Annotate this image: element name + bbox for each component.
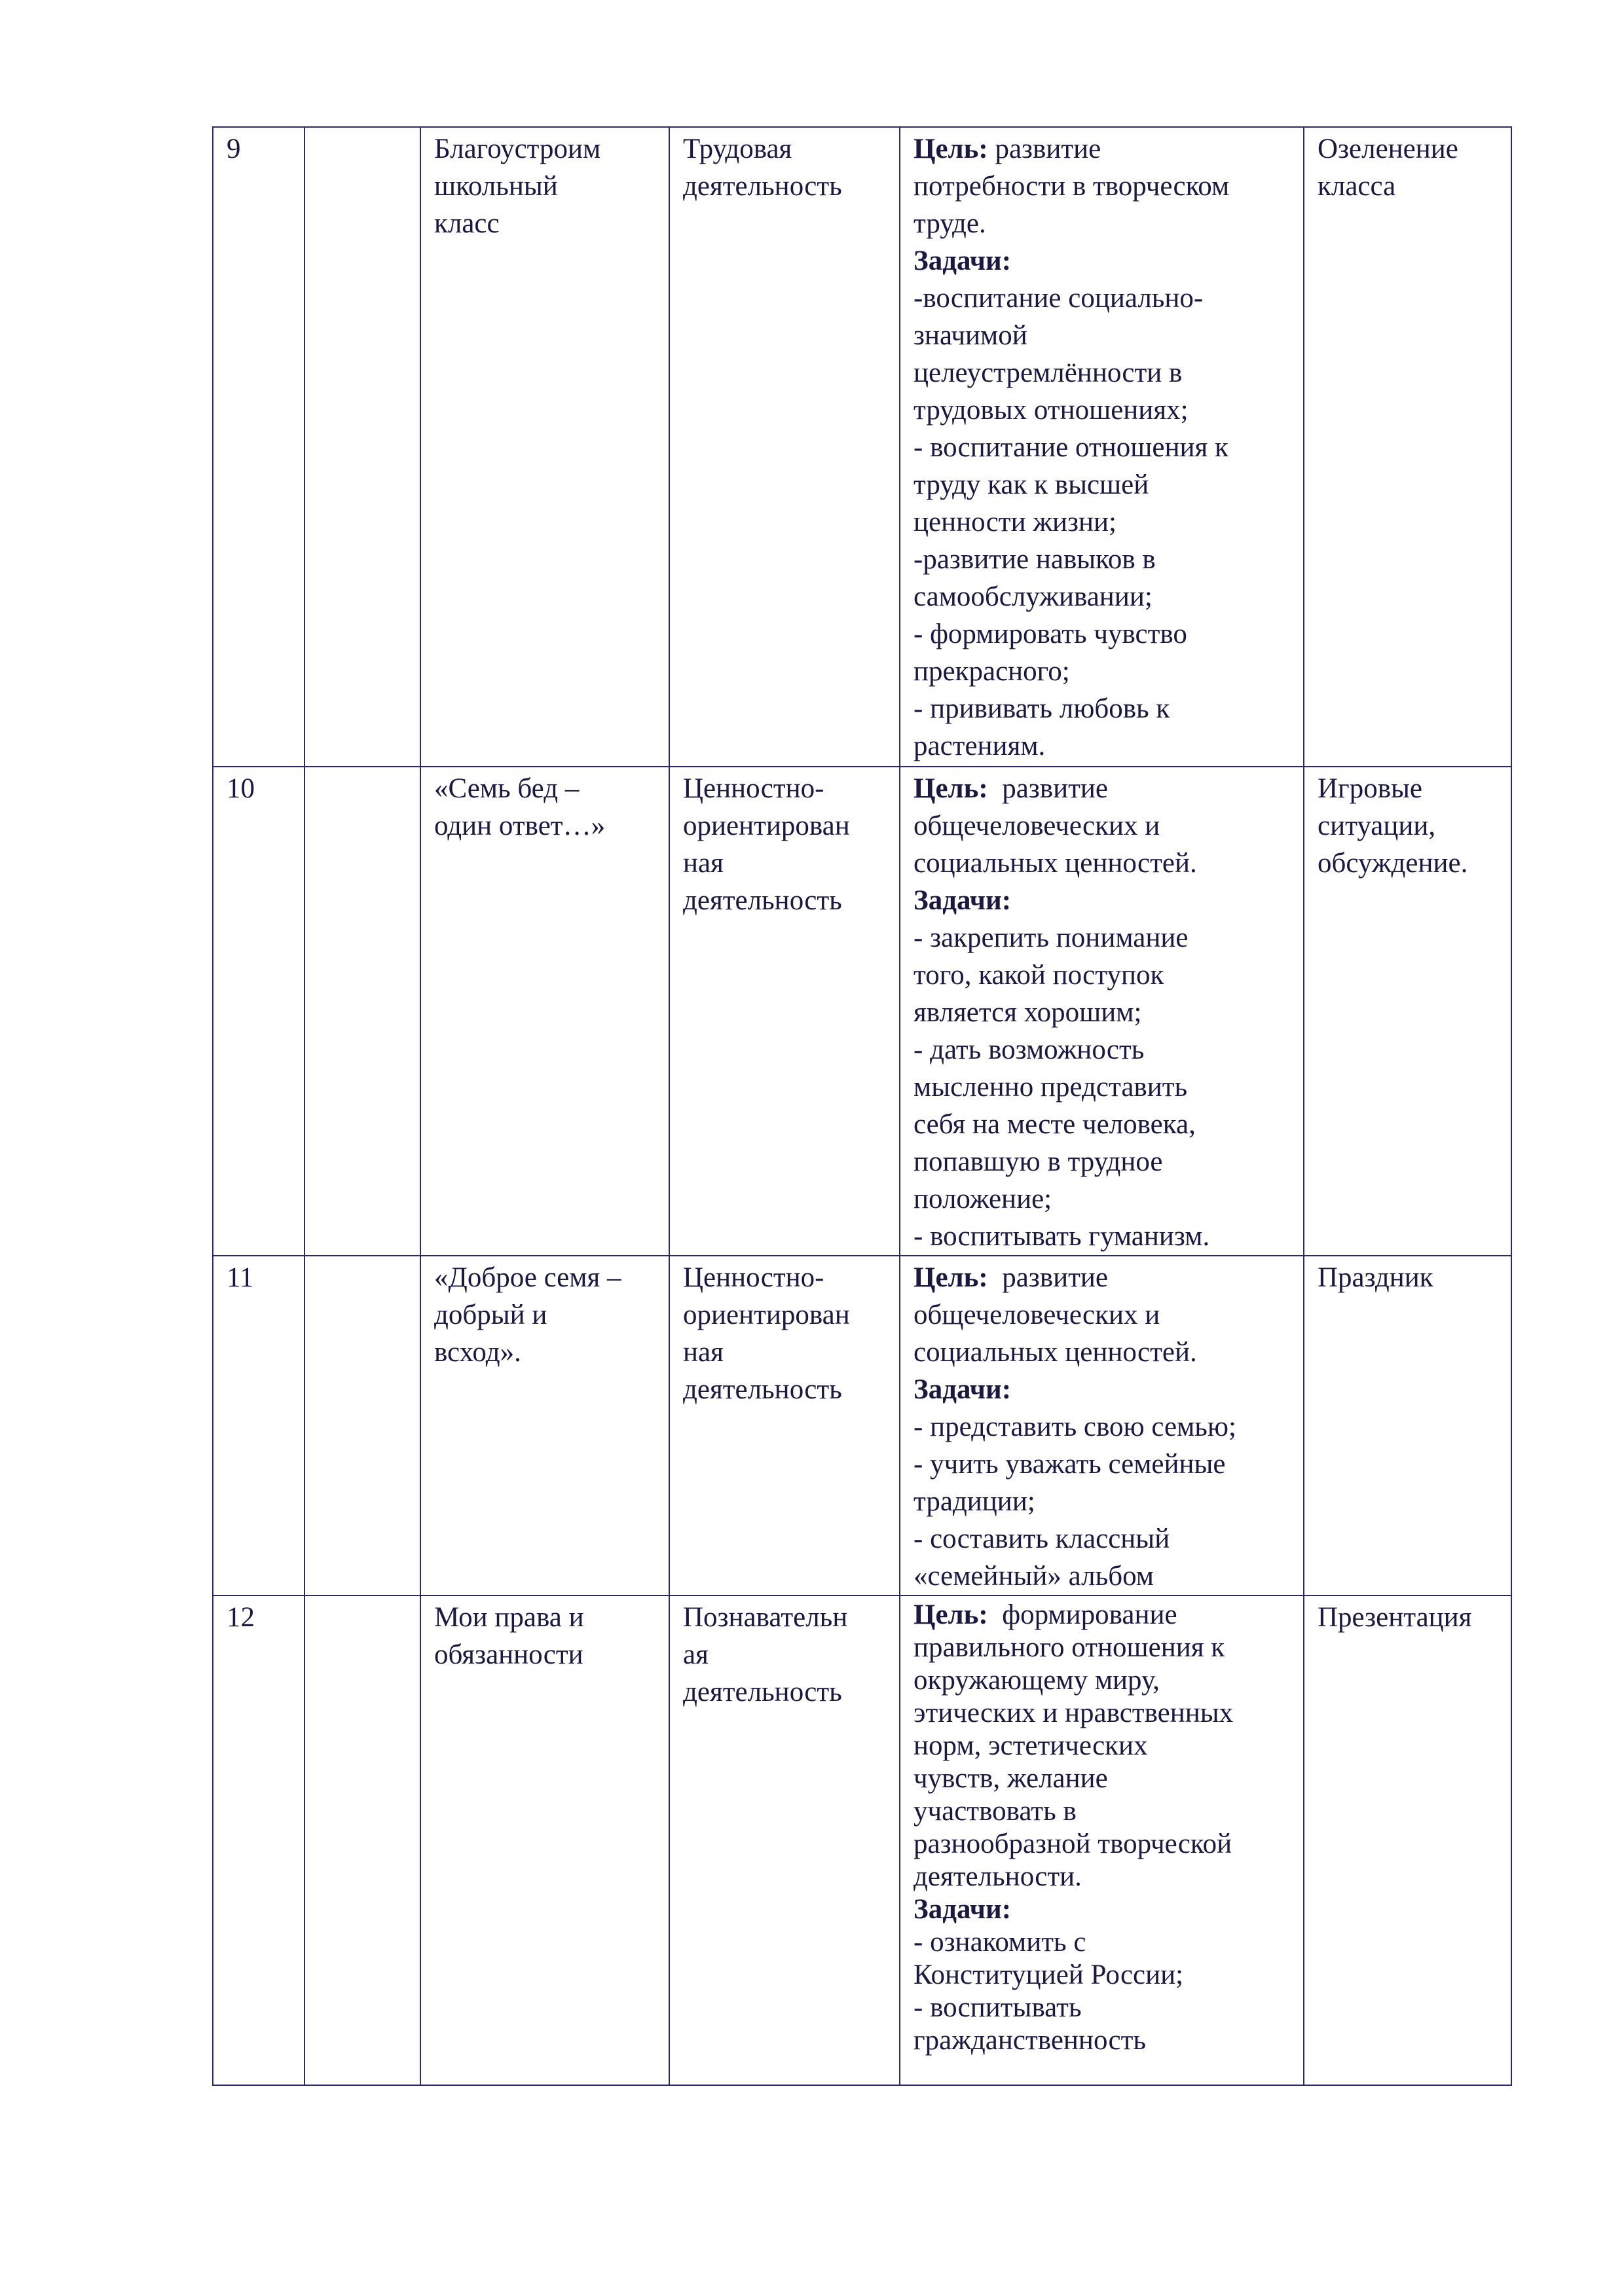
form-cell [1304, 1595, 1511, 2085]
task-line: «семейный» альбом [913, 1561, 1154, 1592]
task-line: - воспитание отношения к [913, 432, 1228, 463]
task-line: целеустремлённости в [913, 357, 1183, 388]
row-number: 10 [227, 773, 255, 804]
goals-tasks-cell [900, 767, 1304, 1256]
task-line: растениям. [913, 731, 1046, 761]
task-line: Конституцией России; [913, 1959, 1184, 1990]
form-line: Игровые [1318, 773, 1422, 804]
date-cell [304, 1256, 420, 1595]
activity-type-cell [669, 127, 900, 767]
goal-line: социальных ценностей. [913, 848, 1197, 879]
activity-line: ая [683, 1639, 709, 1670]
topic-cell [420, 1595, 669, 2085]
activity-line: деятельность [683, 1374, 842, 1405]
goal-label: Цель: [913, 134, 988, 164]
goal-text: развитие [1002, 1262, 1108, 1293]
activity-line: ориентирован [683, 1300, 850, 1330]
task-line: - воспитывать [913, 1992, 1082, 2023]
form-cell [1304, 127, 1511, 767]
goal-line: разнообразной творческой [913, 1829, 1232, 1859]
goal-line: потребности в творческом [913, 171, 1230, 202]
activity-line: Ценностно- [683, 773, 824, 804]
task-line: гражданственность [913, 2025, 1147, 2056]
form-line: обсуждение. [1318, 848, 1468, 879]
goal-line: общечеловеческих и [913, 811, 1160, 841]
topic-line: добрый и [434, 1300, 547, 1330]
goal-line [913, 130, 1297, 168]
task-line: себя на месте человека, [913, 1109, 1196, 1140]
task-line: - закрепить понимание [913, 922, 1189, 953]
activity-line: деятельность [683, 171, 842, 202]
row-number-cell [213, 767, 304, 1256]
goal-text: развитие [1002, 773, 1108, 804]
goal-line [913, 1599, 1297, 1631]
topic-line: Мои права и [434, 1602, 584, 1633]
task-line: традиции; [913, 1486, 1035, 1517]
topic-line: класс [434, 208, 500, 239]
task-line: самообслуживании; [913, 581, 1153, 612]
goal-line: социальных ценностей. [913, 1337, 1197, 1368]
topic-line: школьный [434, 171, 558, 202]
task-line: -воспитание социально- [913, 283, 1204, 314]
activity-line: деятельность [683, 885, 842, 916]
task-line: - представить свою семью; [913, 1412, 1236, 1442]
form-line: класса [1318, 171, 1396, 202]
tasks-label: Задачи: [913, 1374, 1012, 1405]
table-row [213, 1595, 1511, 2085]
goal-line: этических и нравственных [913, 1698, 1234, 1728]
activity-type-cell [669, 1595, 900, 2085]
goal-line: правильного отношения к [913, 1632, 1225, 1663]
goals-tasks-cell [900, 127, 1304, 767]
task-line: ценности жизни; [913, 507, 1117, 538]
task-line: - ознакомить с [913, 1927, 1086, 1958]
task-line: того, какой поступок [913, 960, 1164, 991]
activity-line: Ценностно- [683, 1262, 824, 1293]
goal-label: Цель: [913, 773, 988, 804]
form-cell [1304, 767, 1511, 1256]
activity-line: ная [683, 1337, 724, 1368]
topic-cell [420, 1256, 669, 1595]
task-line: положение; [913, 1184, 1052, 1214]
task-line: трудовых отношениях; [913, 395, 1189, 426]
form-cell [1304, 1256, 1511, 1595]
activity-line: деятельность [683, 1677, 842, 1707]
task-line: - формировать чувство [913, 619, 1187, 649]
topic-line: всход». [434, 1337, 521, 1368]
activity-type-cell [669, 1256, 900, 1595]
goal-line: труде. [913, 208, 986, 239]
task-line: труду как к высшей [913, 469, 1149, 500]
task-line: попавшую в трудное [913, 1146, 1163, 1177]
topic-cell [420, 767, 669, 1256]
activity-line: Трудовая [683, 134, 792, 164]
goal-line: общечеловеческих и [913, 1300, 1160, 1330]
activity-line: ориентирован [683, 811, 850, 841]
row-number-cell [213, 127, 304, 767]
goals-tasks-cell [900, 1595, 1304, 2085]
row-number: 9 [227, 134, 241, 164]
goal-line: окружающему миру, [913, 1665, 1160, 1696]
row-number: 12 [227, 1602, 255, 1633]
goal-line [913, 1259, 1297, 1296]
row-number-cell [213, 1595, 304, 2085]
task-line: прекрасного; [913, 656, 1070, 687]
task-line: является хорошим; [913, 997, 1142, 1028]
topic-line: «Доброе семя – [434, 1262, 621, 1293]
topic-line: один ответ…» [434, 811, 606, 841]
task-line: - учить уважать семейные [913, 1449, 1226, 1480]
goal-line [913, 770, 1297, 807]
date-cell [304, 767, 420, 1256]
task-line: - составить классный [913, 1523, 1170, 1554]
form-line: ситуации, [1318, 811, 1436, 841]
tasks-label: Задачи: [913, 885, 1012, 916]
topic-line: Благоустроим [434, 134, 601, 164]
date-cell [304, 127, 420, 767]
row-number-cell [213, 1256, 304, 1595]
goal-line: норм, эстетических [913, 1730, 1148, 1761]
topic-line: обязанности [434, 1639, 583, 1670]
goal-text: формирование [1002, 1599, 1177, 1630]
table-row [213, 767, 1511, 1256]
activity-line: Познавательн [683, 1602, 848, 1633]
tasks-label: Задачи: [913, 1894, 1012, 1925]
task-line: - прививать любовь к [913, 693, 1170, 724]
goal-label: Цель: [913, 1599, 988, 1630]
tasks-label: Задачи: [913, 246, 1012, 276]
form-line: Праздник [1318, 1262, 1433, 1293]
task-line: - дать возможность [913, 1034, 1145, 1065]
goal-line: чувств, желание [913, 1763, 1108, 1794]
date-cell [304, 1595, 420, 2085]
row-number: 11 [227, 1262, 254, 1293]
goals-tasks-cell [900, 1256, 1304, 1595]
goal-line: деятельности. [913, 1861, 1082, 1892]
form-line: Презентация [1318, 1602, 1472, 1633]
topic-cell [420, 127, 669, 767]
task-line: значимой [913, 320, 1027, 351]
activity-type-cell [669, 767, 900, 1256]
activity-line: ная [683, 848, 724, 879]
task-line: -развитие навыков в [913, 544, 1156, 575]
goal-label: Цель: [913, 1262, 988, 1293]
table-row [213, 1256, 1511, 1595]
goal-text: развитие [995, 134, 1101, 164]
task-line: - воспитывать гуманизм. [913, 1221, 1210, 1252]
goal-line: участвовать в [913, 1796, 1077, 1827]
topic-line: «Семь бед – [434, 773, 580, 804]
form-line: Озеленение [1318, 134, 1458, 164]
activities-table [212, 126, 1512, 2086]
table-row [213, 127, 1511, 767]
task-line: мысленно представить [913, 1072, 1188, 1102]
